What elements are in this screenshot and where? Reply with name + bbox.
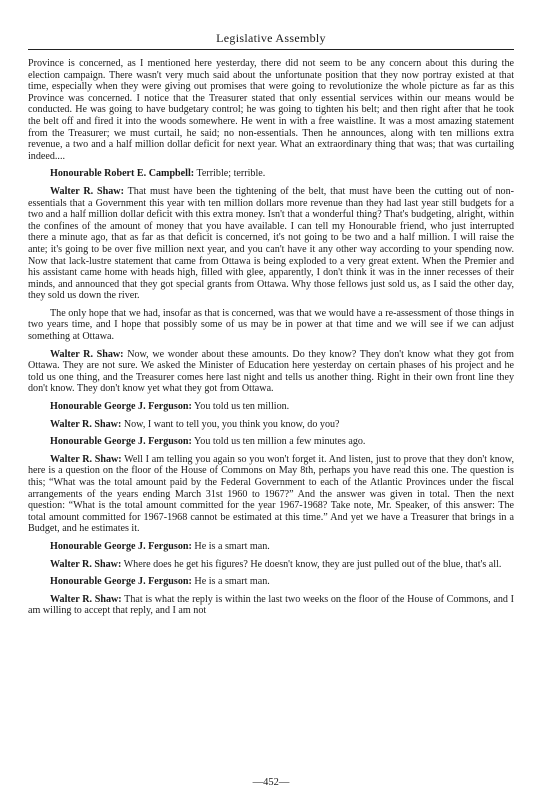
- speaker-name: Walter R. Shaw:: [50, 185, 124, 197]
- paragraph: [28, 419, 514, 431]
- speaker-name: Honourable George J. Ferguson:: [50, 576, 192, 588]
- paragraph: [28, 186, 514, 302]
- paragraph: [28, 58, 514, 162]
- speaker-name: Walter R. Shaw:: [50, 348, 124, 360]
- speaker-name: Honourable Robert E. Campbell:: [50, 168, 195, 180]
- paragraph-text: Well I am telling you again so you won't forget it. And listen, just to prove that they don't know, here is a question on the floor of the House of Commons on May 8th, perhaps you have read this one. The question is this; “What was the total amount paid by the Federal Government to each of the Atlantic Provinces under the fiscal arrangements of the years ending March 31st 1960 to 1967?” And the answer was given in total. Then the next question: “What is the total amount committed for the year 1967-1968? Take note, Mr. Speaker, of this answer: The total amount committed for 1967-1968 cannot be estimated at this time.” And yet we have a Treasurer that brings in a Budget, and he estimates it.: [28, 453, 515, 535]
- paragraph-text: The only hope that we had, insofar as that is concerned, was that we would have a re-assessment of those things in two years time, and I hope that possibly some of us may be in power at that time and we will see if we can adjust something at Ottawa.: [28, 307, 514, 343]
- speaker-name: Walter R. Shaw:: [50, 453, 122, 465]
- page-number: —452—: [252, 777, 290, 788]
- speaker-name: Walter R. Shaw:: [50, 418, 122, 430]
- paragraph: [28, 401, 514, 413]
- paragraph-text: Where does he get his figures? He doesn't know, they are just pulled out of the blue, that's all.: [123, 558, 502, 570]
- paragraph-text: You told us ten million a few minutes ago.: [194, 436, 366, 448]
- paragraph-text: That is what the reply is within the last two weeks on the floor of the House of Commons, and I am willing to accept that reply, and I am not: [28, 593, 514, 617]
- paragraph-text: Now, we wonder about these amounts. Do they know? They don't know what they got from Ottawa. They are not sure. We asked the Minister of Education here yesterday on certain phases of his project and he told us one thing, and the Treasurer comes here last night and tells us another thing. Right in their own front line they don't know. They don't know yet what they got from Ottawa.: [28, 348, 515, 395]
- paragraph-text: You told us ten million.: [194, 401, 290, 413]
- speaker-name: Honourable George J. Ferguson:: [50, 436, 192, 448]
- paragraph: [28, 436, 514, 448]
- speaker-name: Walter R. Shaw:: [50, 593, 122, 605]
- speaker-name: Honourable George J. Ferguson:: [50, 401, 192, 413]
- paragraph-text: He is a smart man.: [194, 576, 270, 588]
- paragraph: [28, 168, 514, 180]
- header-rule: [28, 49, 514, 50]
- paragraph: [28, 308, 514, 343]
- paragraph-text: Now, I want to tell you, you think you know, do you?: [123, 418, 340, 430]
- paragraph: [28, 454, 514, 535]
- document-body: [28, 58, 514, 617]
- paragraph: [28, 594, 514, 617]
- paragraph-text: He is a smart man.: [194, 540, 270, 552]
- paragraph: [28, 559, 514, 571]
- paragraph-text: That must have been the tightening of the belt, that must have been the cutting out of non-essentials that a Government this year with ten million dollars more revenue than they had last year still budgets for a two and a half million dollar deficit with this extra money. Isn't that a wonderful thing? That's budgeting, alright, within the confines of the amount of money that you have available. I can tell my Honourable friend, who just interrupted there a minute ago, that as far as that deficit is concerned, it's not going to be two and a half million. I will raise the ante; it's going to be over five million next year, and you can't have it any other way according to your spending now. Now that lack-lustre statement that came from Ottawa is being exploded to a very great extent. When the Premier and his assistant came home with heads high, filled with glee, apparently, I don't think it was in the inner recesses of their minds, and announced that they got special grants from Ottawa. Why those fellows just sold us, as I said the other day, they sold us down the river.: [28, 185, 515, 302]
- running-header: Legislative Assembly: [216, 31, 326, 45]
- speaker-name: Honourable George J. Ferguson:: [50, 540, 192, 552]
- paragraph-text: Province is concerned, as I mentioned here yesterday, there did not seem to be any concern about this during the election campaign. There wasn't very much said about the unfortunate position that they now portray existed at that time, especially when they were giving out promises that were going to revolutionize the whole picture as far as this Province was concerned. I notice that the Treasurer stated that only essential services within our means would be conducted. He was going to have budgetary control; he was going to tighten his belt; and then right after that he took the belt off and fired it into the woods somewhere. He went in with a free waistline. It was a most amazing statement from the Treasurer; we must curtail, he said; no non-essentials. Then he announces, along with ten millions extra revenue, a two and a half million dollar deficit for next year. What an extraordinary thing that was; that was curtailing indeed....: [28, 58, 514, 162]
- paragraph-text: Terrible; terrible.: [196, 168, 266, 180]
- speaker-name: Walter R. Shaw:: [50, 558, 122, 570]
- paragraph: [28, 541, 514, 553]
- paragraph: [28, 576, 514, 588]
- paragraph: [28, 349, 514, 395]
